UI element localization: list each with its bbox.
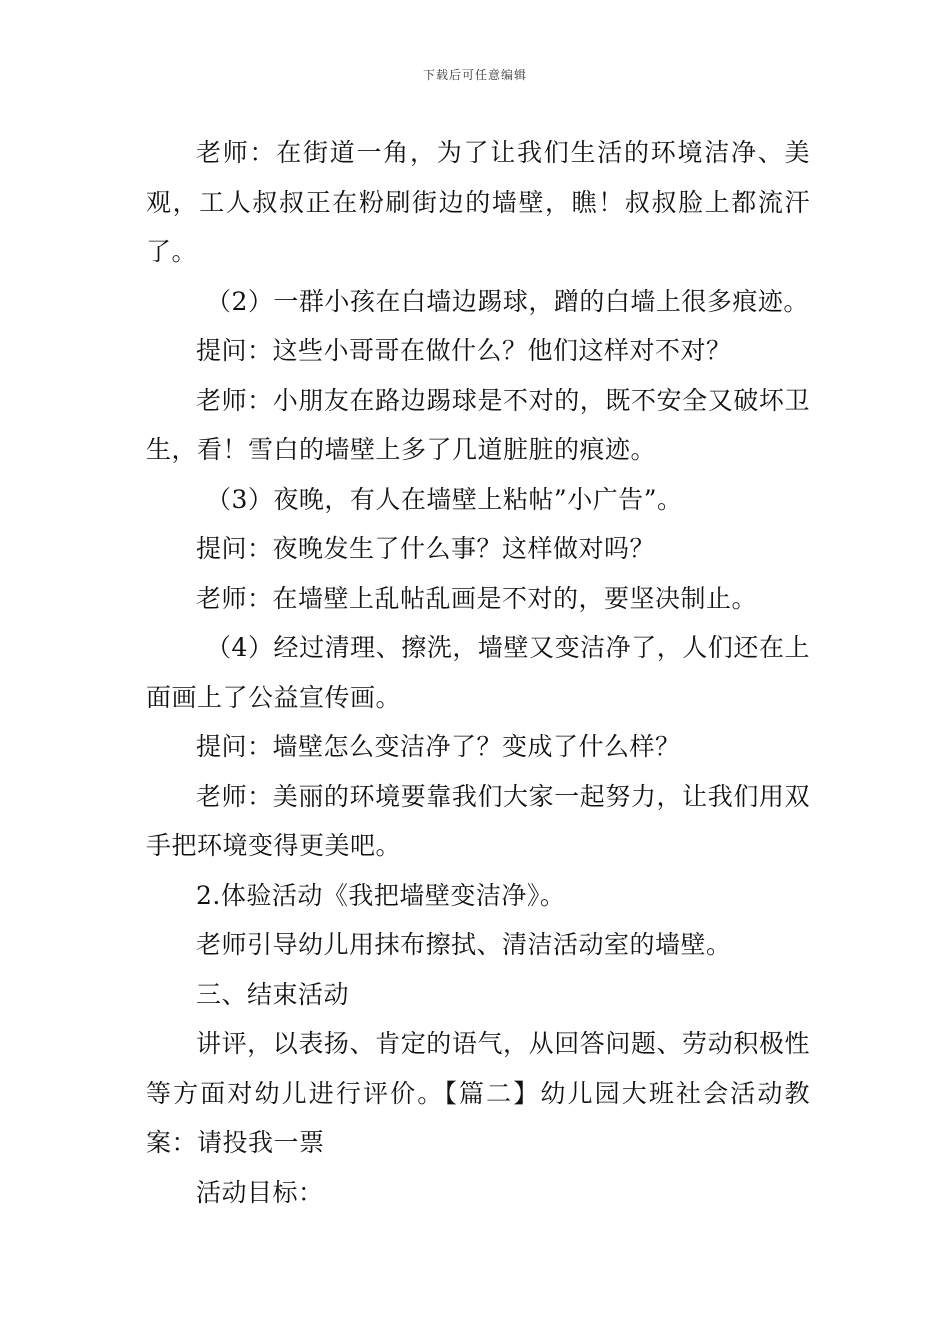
paragraph-scene-3: （3）夜晚，有人在墙壁上粘帖”小广告”。 (206, 484, 683, 514)
section-heading-end: 三、结束活动 (196, 979, 350, 1009)
document-body (146, 128, 810, 1217)
paragraph-evaluation: 讲评，以表扬、肯定的语气，从回答问题、劳动积极性等方面对幼儿进行评价。【篇二】幼儿园大班社会活动教案：请投我一票 (146, 1029, 810, 1157)
paragraph-scene-2: （2）一群小孩在白墙边踢球，蹭的白墙上很多痕迹。 (206, 286, 809, 316)
paragraph-question-4: 提问：墙壁怎么变洁净了？变成了什么样？ (196, 732, 681, 761)
paragraph-teacher-street: 老师：在街道一角，为了让我们生活的环境洁净、美观，工人叔叔正在粉刷街边的墙壁，瞧！叔叔脸上都流汗了。 (146, 138, 810, 266)
paragraph-teacher-3: 老师：在墙壁上乱帖乱画是不对的，要坚决制止。 (196, 583, 758, 613)
paragraph-activity-2: 2.体验活动《我把墙壁变洁净》。 (196, 880, 566, 910)
paragraph-teacher-2: 老师：小朋友在路边踢球是不对的，既不安全又破坏卫生，看！雪白的墙壁上多了几道脏脏的痕迹。 (146, 385, 810, 464)
paragraph-scene-4: （4）经过清理、擦洗，墙壁又变洁净了，人们还在上面画上了公益宣传画。 (146, 633, 810, 712)
paragraph-question-2: 提问：这些小哥哥在做什么？他们这样对不对？ (196, 336, 732, 365)
paragraph-activity-guide: 老师引导幼儿用抹布擦拭、清洁活动室的墙壁。 (196, 930, 732, 959)
paragraph-question-3: 提问：夜晚发生了什么事？这样做对吗？ (196, 534, 656, 563)
section-heading-goals: 活动目标： (196, 1177, 324, 1207)
paragraph-teacher-4: 老师：美丽的环境要靠我们大家一起努力，让我们用双手把环境变得更美吧。 (146, 781, 810, 860)
header-note: 下载后可任意编辑 (422, 68, 527, 82)
